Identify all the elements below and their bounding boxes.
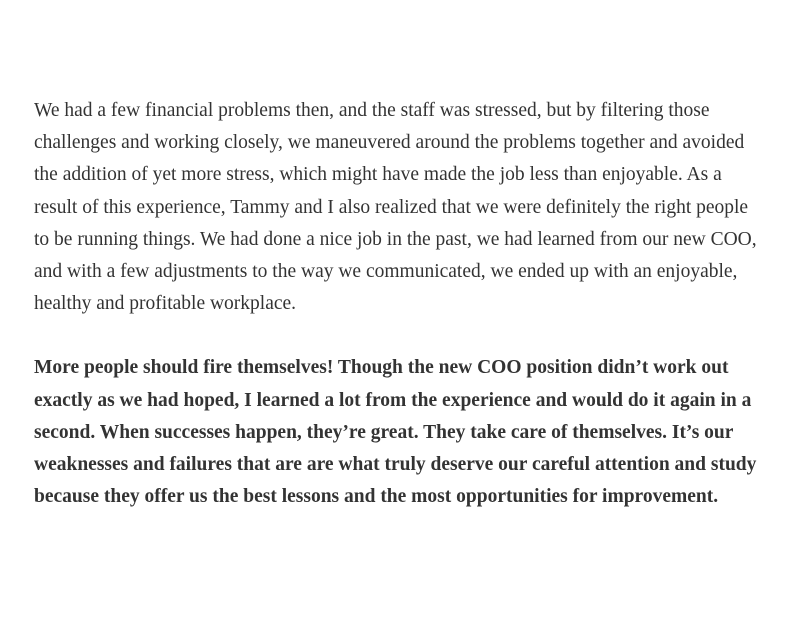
paragraph-fire-themselves — [34, 352, 789, 513]
document-body — [34, 95, 789, 513]
text-line: More people should fire themselves! Though the new COO position didn’t work out — [34, 357, 729, 379]
text-line: We had a few financial problems then, and the staff was stressed, but by filtering those — [34, 100, 710, 121]
text-line: and with a few adjustments to the way we communicated, we ended up with an enjoyable, — [34, 261, 738, 283]
text-line: the addition of yet more stress, which might have made the job less than enjoyable. As a — [34, 164, 722, 186]
text-line: result of this experience, Tammy and I also realized that we were definitely the right people — [34, 196, 749, 218]
text-line: to be running things. We had done a nice job in the past, we had learned from our new COO, — [34, 228, 757, 250]
text-line: exactly as we had hoped, I learned a lot from the experience and would do it again in a — [34, 389, 752, 411]
text-line: healthy and profitable workplace. — [34, 293, 297, 315]
text-line: weaknesses and failures that are are what truly deserve our careful attention and study — [34, 454, 757, 476]
text-line: second. When successes happen, they’re great. They take care of themselves. It’s our — [34, 421, 734, 443]
text-line: challenges and working closely, we maneuvered around the problems together and avoided — [34, 132, 745, 154]
paragraph-financial-problems — [34, 95, 789, 320]
text-line: because they offer us the best lessons and the most opportunities for improvement. — [34, 486, 719, 508]
